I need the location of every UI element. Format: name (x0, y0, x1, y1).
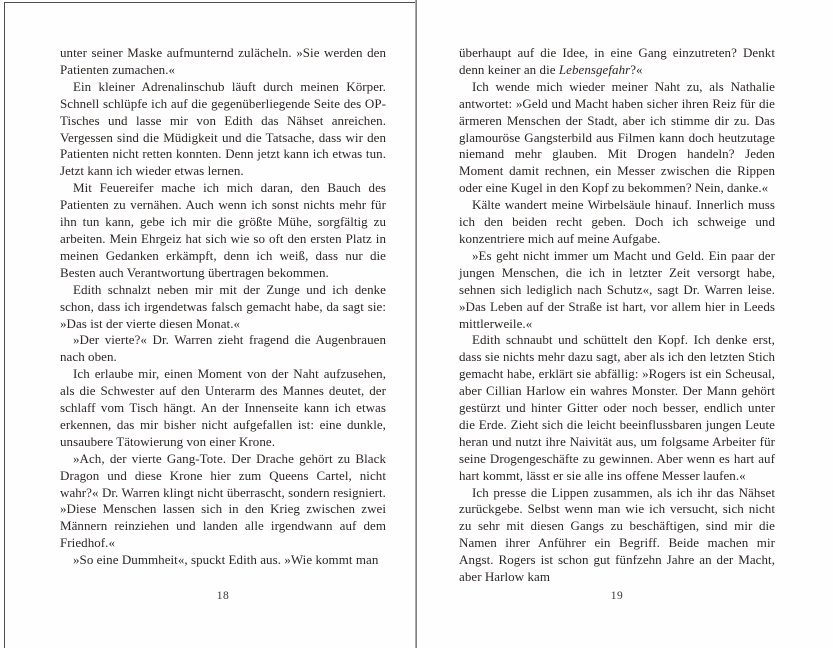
text-segment: unter seiner Maske aufmunternd zulächeln. »Sie werden den Patienten zumachen.« (60, 45, 386, 77)
paragraph (459, 197, 775, 248)
book-gutter (415, 0, 417, 648)
paragraph (60, 282, 386, 333)
text-segment: Ich presse die Lippen zusammen, als ich ihr das Nähset zurückgebe. Selbst wenn man wie ich versucht, sich nicht zu sehr mit diesen Gangs zu beschäftigen, sind mir die Namen ihrer Anführer ein Begriff. Beide machen mir Angst. Rogers ist schon gut fünfzehn Jahre an der Macht, aber Harlow kam (459, 484, 775, 585)
paragraph (60, 332, 386, 366)
paragraph (60, 451, 386, 552)
text-segment: Ich erlaube mir, einen Moment von der Naht aufzusehen, als die Schwester auf den Unterarm des Mannes deutet, der schlaff vom Tisch hängt. An der Innenseite kann ich etwas erkennen, das mir bisher nicht aufgefallen ist: eine dunkle, unsaubere Tätowierung von einer Krone. (60, 366, 386, 449)
text-segment: Kälte wandert meine Wirbelsäule hinauf. Innerlich muss ich den beiden recht geben. Doch ich schweige und konzentriere mich auf meine Aufgabe. (459, 197, 775, 246)
text-segment: Edith schnalzt neben mir mit der Zunge und ich denke schon, dass ich irgendetwas falsch gemacht habe, da sagt sie: »Das ist der vierte diesen Monat.« (60, 281, 386, 331)
text-segment: Edith schnaubt und schüttelt den Kopf. Ich denke erst, dass sie nichts mehr dazu sagt, aber als ich den letzten Stich gemacht habe, erklärt sie abfällig: »Rogers ist ein Scheusal, aber Cillian Harlow ein wahres Monster. Der Mann gehört gestürzt und hinter Gitter oder noch besser, endlich unter die Erde. Zieht sich die leicht beeinflussbaren jungen Leute heran und nutzt ihre Naivität aus, um folgsame Arbeiter für seine Drogengeschäfte zu gewinnen. Aber wenn es hart auf hart kommt, lässt er sie alle ins offene Messer laufen.« (459, 332, 775, 483)
paragraph (60, 552, 386, 569)
page-right-number: 19 (610, 590, 624, 602)
text-segment: überhaupt auf die Idee, in eine Gang einzutreten? Denkt denn keiner an die (459, 45, 775, 77)
paragraph (459, 45, 775, 79)
text-segment: Ein kleiner Adrenalinschub läuft durch meinen Körper. Schnell schlüpfe ich auf die gegenüberliegende Seite des OP-Tisches und lasse mir von Edith das Nähset anreichen. Vergessen sind die Müdigkeit und die Tatsache, dass wir den Patienten nicht retten konnten. Denn jetzt kann ich etwas tun. Jetzt kann ich wieder etwas lernen. (60, 78, 386, 179)
italic-text: Lebensgefahr (558, 61, 631, 77)
page-left-number: 18 (216, 590, 230, 602)
page-edge-top-line (5, 2, 416, 3)
paragraph (60, 45, 386, 79)
paragraph (459, 485, 775, 586)
text-segment: »Der vierte?« Dr. Warren zieht fragend die Augenbrauen nach oben. (60, 332, 386, 365)
paragraph (459, 79, 775, 197)
text-segment: Ich wende mich wieder meiner Naht zu, als Nathalie antwortet: »Geld und Macht haben sicher ihren Reiz für die ärmeren Menschen der Stadt, aber ich stimme dir zu. Das glamouröse Gangsterbild aus Filmen kann doch heutzutage niemand mehr glauben. Mit Drogen handeln? Jeden Moment damit rechnen, ein Messer zwischen die Rippen oder eine Kugel in den Kopf zu bekommen? Nein, danke.« (459, 78, 775, 196)
paragraph (60, 366, 386, 451)
paragraph (60, 79, 386, 180)
page-edge-left-line (4, 2, 5, 648)
text-segment: »Es geht nicht immer um Macht und Geld. Ein paar der jungen Menschen, die ich in letzter Zeit versorgt habe, sehnen sich lediglich nach Schutz«, sagt Dr. Warren leise. »Das Leben auf der Straße ist hart, vor allem hier in Leeds mittlerweile.« (459, 247, 775, 331)
text-segment: Mit Feuereifer mache ich mich daran, den Bauch des Patienten zu vernähen. Auch wenn ich sonst nichts mehr für ihn tun kann, gebe ich mir die größte Mühe, sorgfältig zu arbeiten. Mein Ehrgeiz hat sich wie so oft den ersten Platz in meinen Gedanken erkämpft, denn ich weiß, dass nur die Besten auch Verantwortung übertragen bekommen. (60, 180, 386, 280)
page-left-text (60, 45, 386, 569)
text-segment: »So eine Dummheit«, spuckt Edith aus. »Wie kommt man (73, 552, 379, 568)
text-segment: »Ach, der vierte Gang-Tote. Der Drache gehört zu Black Dragon und diese Krone hier zum Queens Cartel, nicht wahr?« Dr. Warren klingt nicht überrascht, sondern resigniert. »Diese Menschen lassen sich in den Krieg zwischen zwei Männern reinziehen und landen alle irgendwann auf dem Friedhof.« (60, 450, 386, 551)
paragraph (459, 248, 775, 333)
text-segment: ?« (630, 61, 643, 77)
paragraph (60, 180, 386, 281)
paragraph (459, 332, 775, 484)
page-right-text (459, 45, 775, 586)
